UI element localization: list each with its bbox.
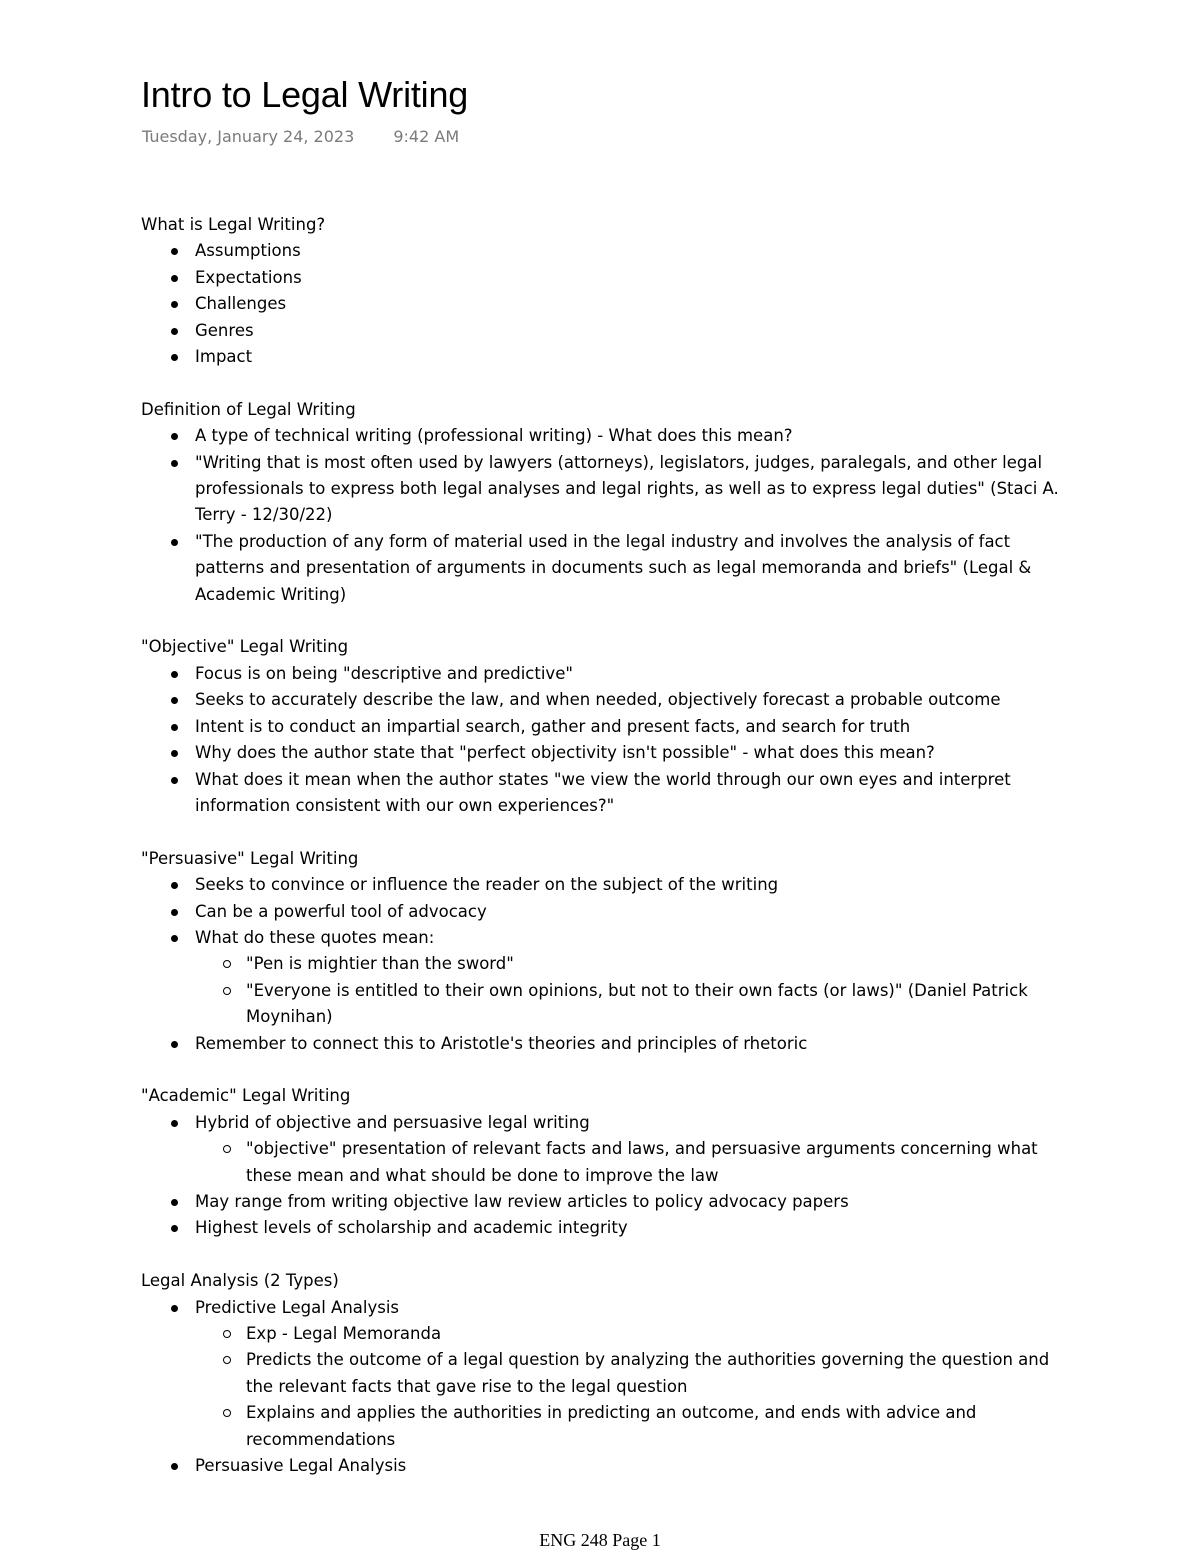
outline-section: [141, 1268, 1071, 1479]
list-item-text: Seeks to accurately describe the law, and when needed, objectively forecast a probable outcome: [195, 690, 1001, 710]
list-item: [141, 767, 1071, 820]
note-body: [141, 212, 1071, 1506]
list-item: [141, 238, 1071, 264]
hollow-bullet-icon: [223, 987, 231, 995]
list-item-text: May range from writing objective law review articles to policy advocacy papers: [195, 1191, 849, 1211]
sub-list-item-text: "Pen is mightier than the sword": [246, 954, 514, 974]
page-title: Intro to Legal Writing: [141, 74, 469, 115]
bullet-icon: [171, 935, 178, 942]
list-item-text: Impact: [195, 347, 253, 367]
list-item: [141, 714, 1071, 740]
bullet-icon: [171, 724, 178, 731]
list-item-text: Can be a powerful tool of advocacy: [195, 901, 487, 921]
list-item-text: "The production of any form of material used in the legal industry and involves the analysis of fact patterns and presentation of arguments in documents such as legal memoranda and briefs" (Legal & Academic Writing): [195, 531, 1032, 604]
bullet-list: [141, 1295, 1071, 1480]
hollow-bullet-icon: [223, 960, 231, 968]
list-item: [141, 661, 1071, 687]
sub-list-item: [195, 1347, 1071, 1400]
outline-section: [141, 846, 1071, 1057]
note-timestamp: [142, 127, 459, 146]
list-item-text: Hybrid of objective and persuasive legal writing: [195, 1112, 590, 1132]
list-item: [141, 1295, 1071, 1453]
list-item: [141, 423, 1071, 449]
list-item: [141, 1031, 1071, 1057]
section-heading: "Academic" Legal Writing: [141, 1086, 351, 1106]
list-item: [141, 318, 1071, 344]
section-heading: Definition of Legal Writing: [141, 399, 356, 419]
note-date: Tuesday, January 24, 2023: [142, 127, 355, 146]
sub-list-item: [195, 951, 1071, 977]
sub-list-item-text: "Everyone is entitled to their own opinions, but not to their own facts (or laws)" (Daniel Patrick Moynihan): [246, 980, 1028, 1027]
sub-list-item: [195, 1400, 1071, 1453]
bullet-list: [141, 238, 1071, 370]
note-time: 9:42 AM: [393, 127, 460, 146]
list-item-text: Challenges: [195, 294, 287, 314]
hollow-bullet-icon: [223, 1145, 231, 1153]
bullet-icon: [171, 1199, 178, 1206]
section-heading: "Objective" Legal Writing: [141, 637, 349, 657]
list-item: [141, 872, 1071, 898]
bullet-icon: [171, 1041, 178, 1048]
bullet-icon: [171, 777, 178, 784]
sub-list-item: [195, 1321, 1071, 1347]
bullet-icon: [171, 275, 178, 282]
sub-list-item: [195, 978, 1071, 1031]
bullet-icon: [171, 460, 178, 467]
page-footer: ENG 248 Page 1: [539, 1530, 661, 1550]
bullet-icon: [171, 1463, 178, 1470]
list-item: [141, 291, 1071, 317]
bullet-icon: [171, 248, 178, 255]
bullet-list: [141, 423, 1071, 608]
outline-section: [141, 634, 1071, 819]
bullet-icon: [171, 354, 178, 361]
section-heading: "Persuasive" Legal Writing: [141, 848, 359, 868]
list-item: [141, 450, 1071, 529]
hollow-bullet-icon: [223, 1330, 231, 1338]
hollow-bullet-icon: [223, 1409, 231, 1417]
sub-list-item-text: Exp - Legal Memoranda: [246, 1323, 442, 1343]
list-item: [141, 265, 1071, 291]
outline-section: [141, 1083, 1071, 1241]
sub-bullet-list: [195, 1321, 1071, 1453]
list-item-text: Remember to connect this to Aristotle's theories and principles of rhetoric: [195, 1033, 808, 1053]
bullet-icon: [171, 433, 178, 440]
bullet-icon: [171, 882, 178, 889]
bullet-icon: [171, 539, 178, 546]
list-item-text: Assumptions: [195, 241, 301, 261]
list-item-text: "Writing that is most often used by lawyers (attorneys), legislators, judges, paralegals, and other legal professionals to express both legal analyses and legal rights, as well as to express legal duties" (Staci A. Terry - 12/30/22): [195, 452, 1059, 525]
sub-list-item-text: "objective" presentation of relevant facts and laws, and persuasive arguments concerning what these mean and what should be done to improve the law: [246, 1139, 1038, 1185]
sub-bullet-list: [195, 951, 1071, 1030]
bullet-icon: [171, 697, 178, 704]
list-item-text: Seeks to convince or influence the reader on the subject of the writing: [195, 875, 779, 895]
bullet-icon: [171, 1120, 178, 1127]
sub-list-item-text: Predicts the outcome of a legal question by analyzing the authorities governing the question and the relevant facts that gave rise to the legal question: [246, 1350, 1050, 1396]
list-item: [141, 1215, 1071, 1241]
bullet-icon: [171, 1305, 178, 1312]
sub-list-item-text: Explains and applies the authorities in predicting an outcome, and ends with advice and recommendations: [246, 1403, 977, 1449]
section-heading: What is Legal Writing?: [141, 215, 326, 234]
outline-section: [141, 397, 1071, 608]
section-heading: Legal Analysis (2 Types): [141, 1271, 339, 1291]
list-item-text: Predictive Legal Analysis: [195, 1297, 400, 1317]
list-item-text: Intent is to conduct an impartial search, gather and present facts, and search for truth: [195, 716, 911, 736]
list-item-text: Persuasive Legal Analysis: [195, 1456, 407, 1476]
list-item-text: Expectations: [195, 267, 302, 287]
list-item-text: What does it mean when the author states "we view the world through our own eyes and interpret information consistent with our own experiences?": [195, 769, 1011, 815]
list-item-text: Focus is on being "descriptive and predictive": [195, 663, 573, 683]
list-item-text: Highest levels of scholarship and academic integrity: [195, 1218, 628, 1238]
list-item: [141, 899, 1071, 925]
list-item-text: Genres: [195, 320, 254, 340]
list-item: [141, 1110, 1071, 1189]
bullet-list: [141, 872, 1071, 1057]
bullet-icon: [171, 301, 178, 308]
bullet-icon: [171, 671, 178, 678]
bullet-list: [141, 1110, 1071, 1242]
bullet-icon: [171, 909, 178, 916]
hollow-bullet-icon: [223, 1356, 231, 1364]
bullet-icon: [171, 750, 178, 757]
sub-list-item: [195, 1136, 1071, 1189]
outline-section: [141, 212, 1071, 370]
list-item-text: What do these quotes mean:: [195, 927, 435, 947]
list-item-text: Why does the author state that "perfect objectivity isn't possible" - what does this mean?: [195, 743, 935, 763]
list-item: [141, 1189, 1071, 1215]
list-item: [141, 529, 1071, 608]
sub-bullet-list: [195, 1136, 1071, 1189]
list-item-text: A type of technical writing (professional writing) - What does this mean?: [195, 426, 793, 446]
list-item: [141, 344, 1071, 370]
bullet-icon: [171, 1225, 178, 1232]
list-item: [141, 1453, 1071, 1479]
bullet-icon: [171, 328, 178, 335]
list-item: [141, 925, 1071, 1031]
list-item: [141, 740, 1071, 766]
bullet-list: [141, 661, 1071, 819]
list-item: [141, 687, 1071, 713]
